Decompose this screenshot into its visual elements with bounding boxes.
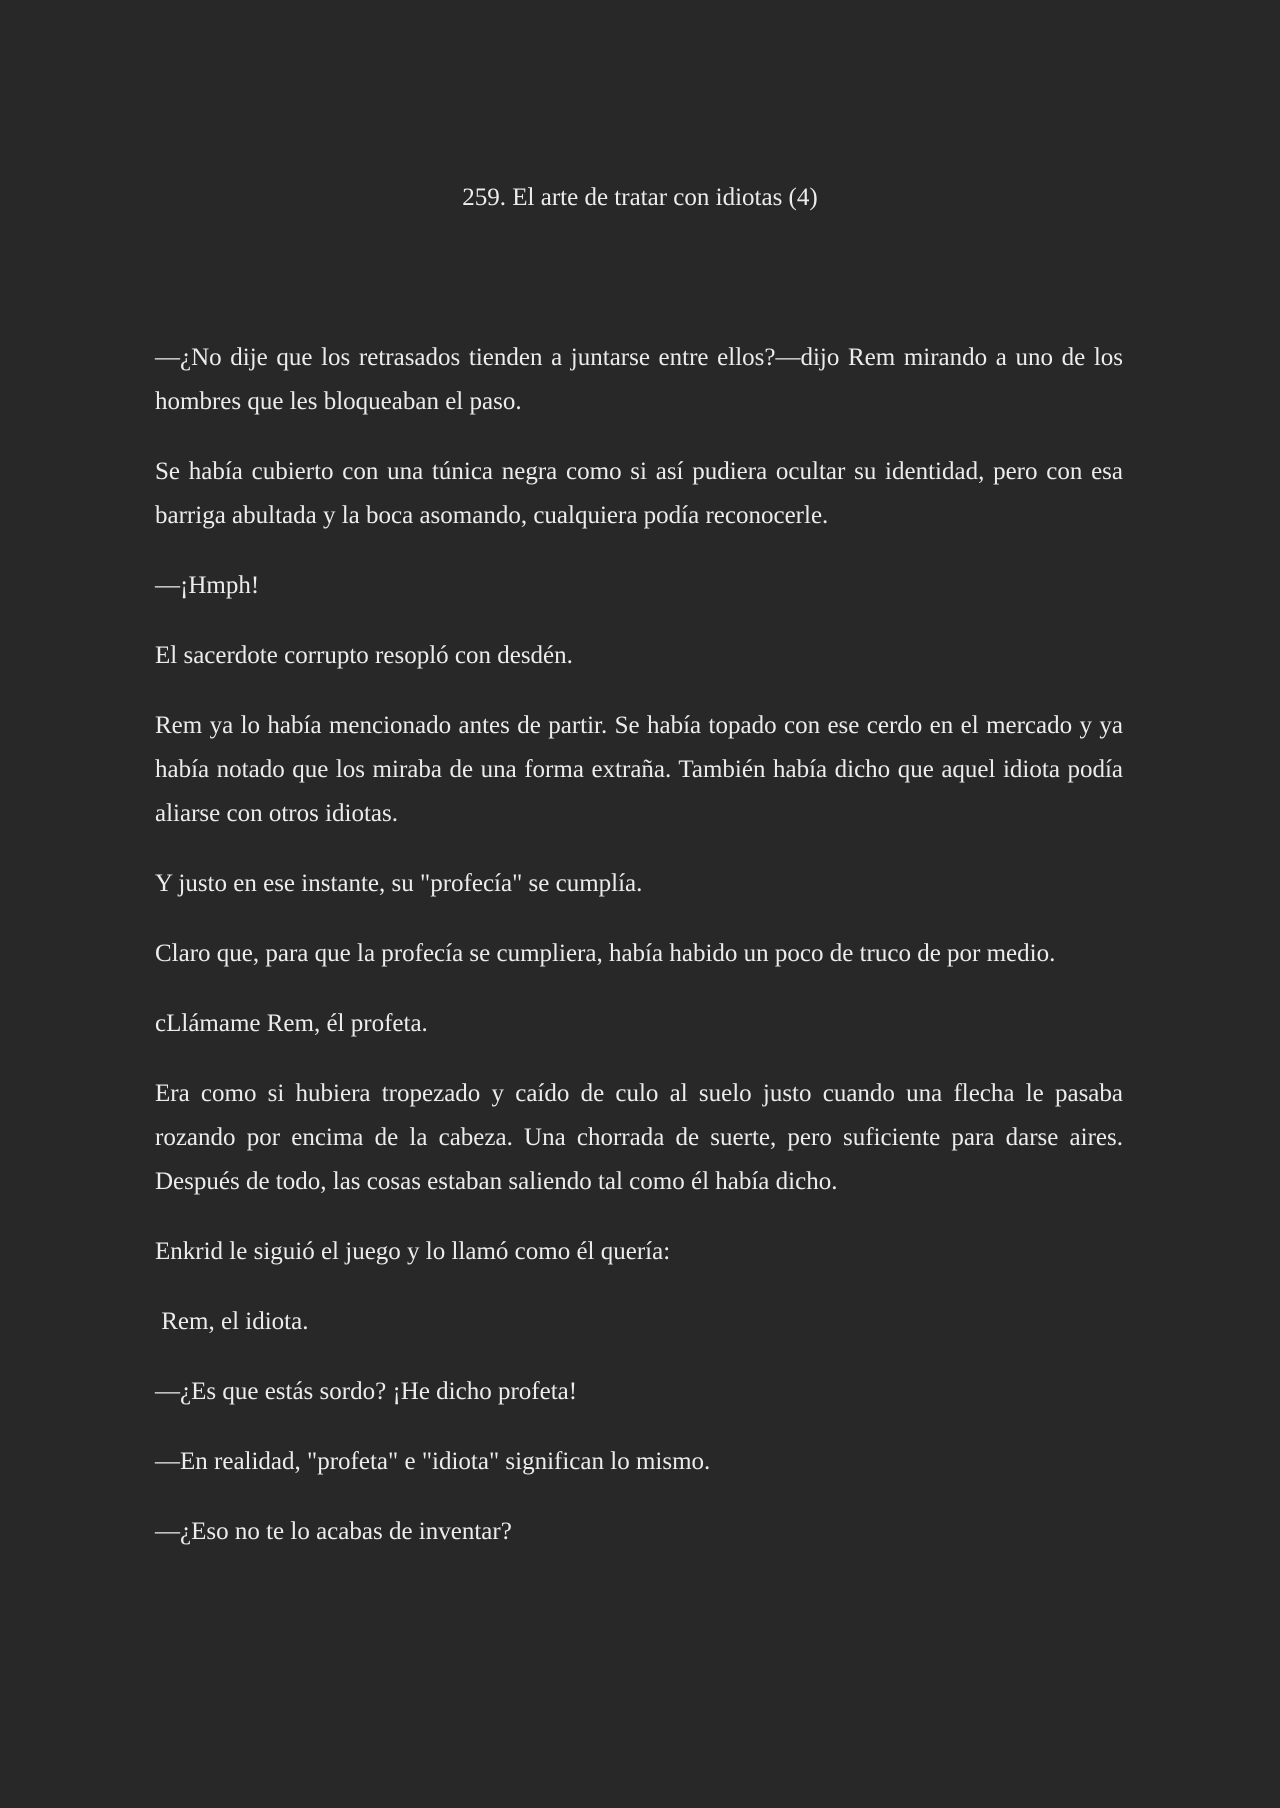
paragraph: Era como si hubiera tropezado y caído de culo al suelo justo cuando una flecha le pasaba rozando por encima de la cabeza. Una chorrada de suerte, pero suficiente para darse aires. Después de todo, las cosas estaban saliendo tal como él había dicho.	[155, 1080, 1123, 1195]
paragraph: —¿Es que estás sordo? ¡He dicho profeta!	[155, 1378, 578, 1405]
paragraph: Rem ya lo había mencionado antes de partir. Se había topado con ese cerdo en el mercado y ya había notado que los miraba de una forma extraña. También había dicho que aquel idiota podía aliarse con otros idiotas.	[155, 712, 1123, 827]
paragraph: Enkrid le siguió el juego y lo llamó como él quería:	[155, 1238, 671, 1265]
paragraph: —¿No dije que los retrasados tienden a juntarse entre ellos?—dijo Rem mirando a uno de los hombres que les bloqueaban el paso.	[155, 344, 1123, 415]
paragraph: —¡Hmph!	[155, 572, 260, 599]
paragraph: El sacerdote corrupto resopló con desdén.	[155, 642, 573, 669]
paragraph: Y justo en ese instante, su "profecía" se cumplía.	[155, 870, 643, 897]
paragraph: —¿Eso no te lo acabas de inventar?	[155, 1518, 512, 1545]
paragraph: Claro que, para que la profecía se cumpliera, había habido un poco de truco de por medio.	[155, 940, 1056, 967]
paragraph: Se había cubierto con una túnica negra como si así pudiera ocultar su identidad, pero con esa barriga abultada y la boca asomando, cualquiera podía reconocerle.	[155, 458, 1123, 529]
chapter-title: 259. El arte de tratar con idiotas (4)	[462, 184, 818, 211]
chapter-body	[155, 336, 1123, 1580]
paragraph: —En realidad, "profeta" e "idiota" significan lo mismo.	[155, 1448, 711, 1475]
paragraph: cLlámame Rem, él profeta.	[155, 1010, 428, 1037]
paragraph: Rem, el idiota.	[155, 1308, 309, 1335]
